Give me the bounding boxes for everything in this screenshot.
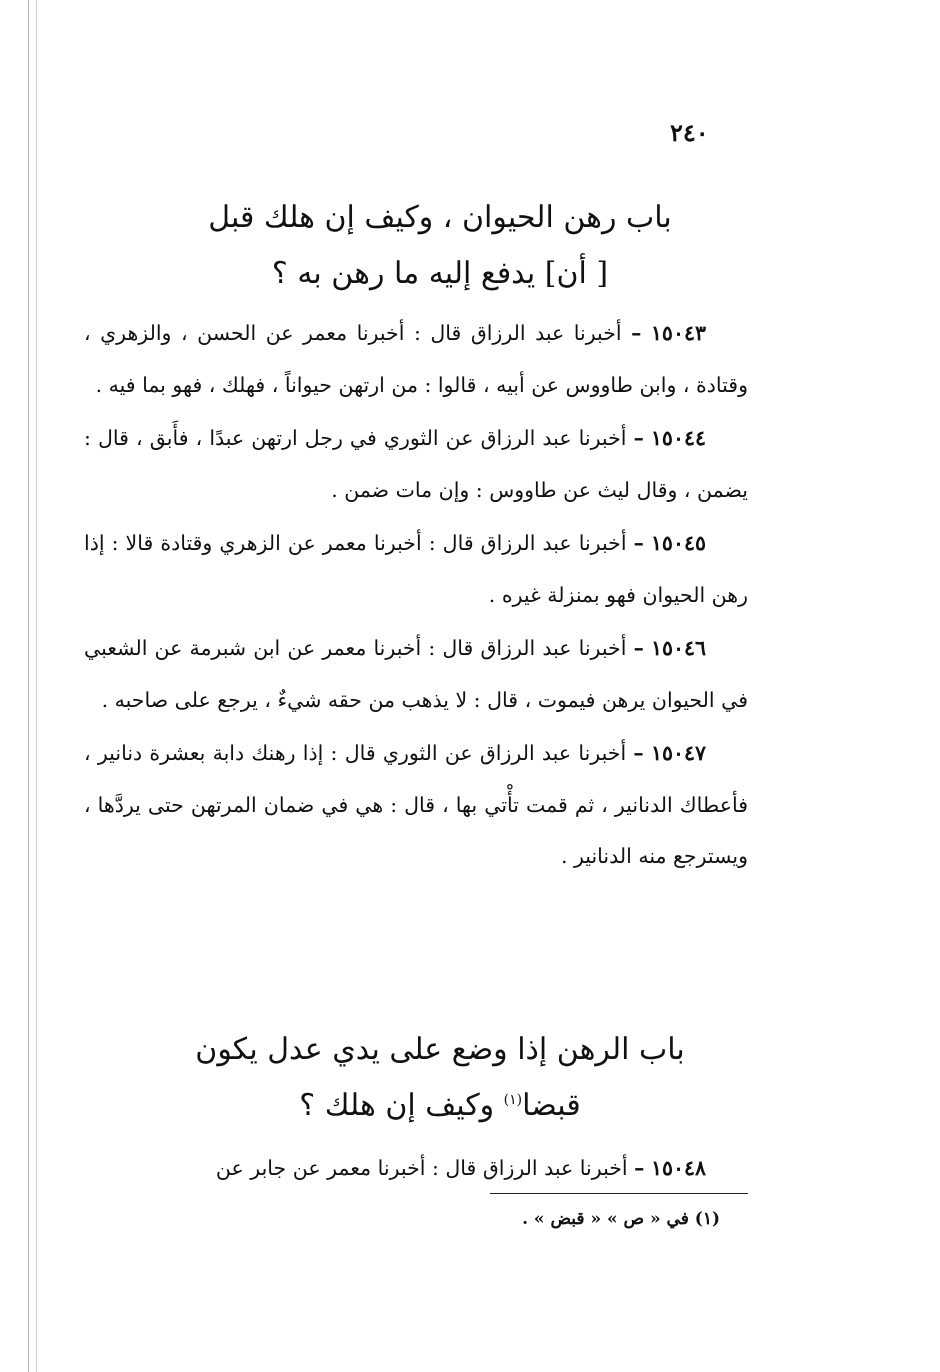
heading-line: باب الرهن إذا وضع على يدي عدل يكون bbox=[195, 1032, 685, 1067]
hadith-list bbox=[84, 308, 748, 885]
scan-edge-line bbox=[28, 0, 29, 1372]
page-number: ٢٤٠ bbox=[670, 118, 709, 147]
hadith-dash: – bbox=[633, 531, 644, 555]
footnote-marker: (١) bbox=[503, 1092, 523, 1108]
hadith-number: ١٥٠٤٦ bbox=[650, 636, 706, 660]
heading-line bbox=[140, 1078, 740, 1134]
hadith-text: أخبرنا عبد الرزاق قال : أخبرنا معمر عن الزهري وقتادة قالا : إذا رهن الحيوان فهو بمنزلة غيره . bbox=[84, 531, 748, 607]
heading-line: [ أن] يدفع إليه ما رهن به ؟ bbox=[271, 256, 609, 291]
footnote-separator bbox=[490, 1193, 748, 1194]
hadith-dash: – bbox=[633, 426, 644, 450]
hadith-paragraph bbox=[84, 1143, 748, 1195]
hadith-text: أخبرنا عبد الرزاق قال : أخبرنا معمر عن الحسن ، والزهري ، وقتادة ، وابن طاووس عن أبيه ، قالوا : من ارتهن حيواناً ، فهلك ، فهو بما فيه . bbox=[84, 321, 748, 397]
footnote: (١) في « ص » « قبض » . bbox=[522, 1209, 720, 1229]
hadith-text: أخبرنا عبد الرزاق عن الثوري في رجل ارتهن عبدًا ، فأَبق ، قال : يضمن ، وقال ليث عن طاووس : وإن مات ضمن . bbox=[84, 426, 748, 502]
heading-word: قبضا bbox=[522, 1088, 581, 1123]
hadith-number: ١٥٠٤٣ bbox=[650, 321, 706, 345]
chapter-heading-trustee-pledge bbox=[140, 1022, 740, 1134]
hadith-number: ١٥٠٤٧ bbox=[650, 741, 706, 765]
hadith-dash: – bbox=[631, 321, 642, 345]
hadith-paragraph bbox=[84, 623, 748, 726]
hadith-number: ١٥٠٤٤ bbox=[650, 426, 706, 450]
hadith-paragraph bbox=[84, 728, 748, 883]
hadith-dash: – bbox=[634, 1156, 645, 1180]
heading-word: وكيف إن هلك ؟ bbox=[299, 1088, 504, 1123]
hadith-dash: – bbox=[633, 636, 644, 660]
hadith-number: ١٥٠٤٨ bbox=[650, 1156, 706, 1180]
hadith-text: أخبرنا عبد الرزاق قال : أخبرنا معمر عن ابن شبرمة عن الشعبي في الحيوان يرهن فيموت ، قال : لا يذهب من حقه شيءٌ ، يرجع على صاحبه . bbox=[84, 636, 748, 712]
hadith-paragraph bbox=[84, 308, 748, 411]
hadith-text: أخبرنا عبد الرزاق قال : أخبرنا معمر عن جابر عن bbox=[215, 1156, 628, 1180]
hadith-text: أخبرنا عبد الرزاق عن الثوري قال : إذا رهنك دابة بعشرة دنانير ، فأعطاك الدنانير ، ثم قمت تأْتي بها ، قال : هي في ضمان المرتهن حتى يردَّها ، ويسترجع منه الدنانير . bbox=[84, 741, 748, 868]
hadith-number: ١٥٠٤٥ bbox=[650, 531, 706, 555]
chapter-heading-animal-pledge bbox=[140, 190, 740, 302]
scan-edge-line bbox=[36, 0, 37, 1372]
hadith-list-continued bbox=[84, 1143, 748, 1197]
hadith-paragraph bbox=[84, 413, 748, 516]
hadith-paragraph bbox=[84, 518, 748, 621]
heading-line: باب رهن الحيوان ، وكيف إن هلك قبل bbox=[208, 200, 672, 235]
hadith-dash: – bbox=[633, 741, 644, 765]
